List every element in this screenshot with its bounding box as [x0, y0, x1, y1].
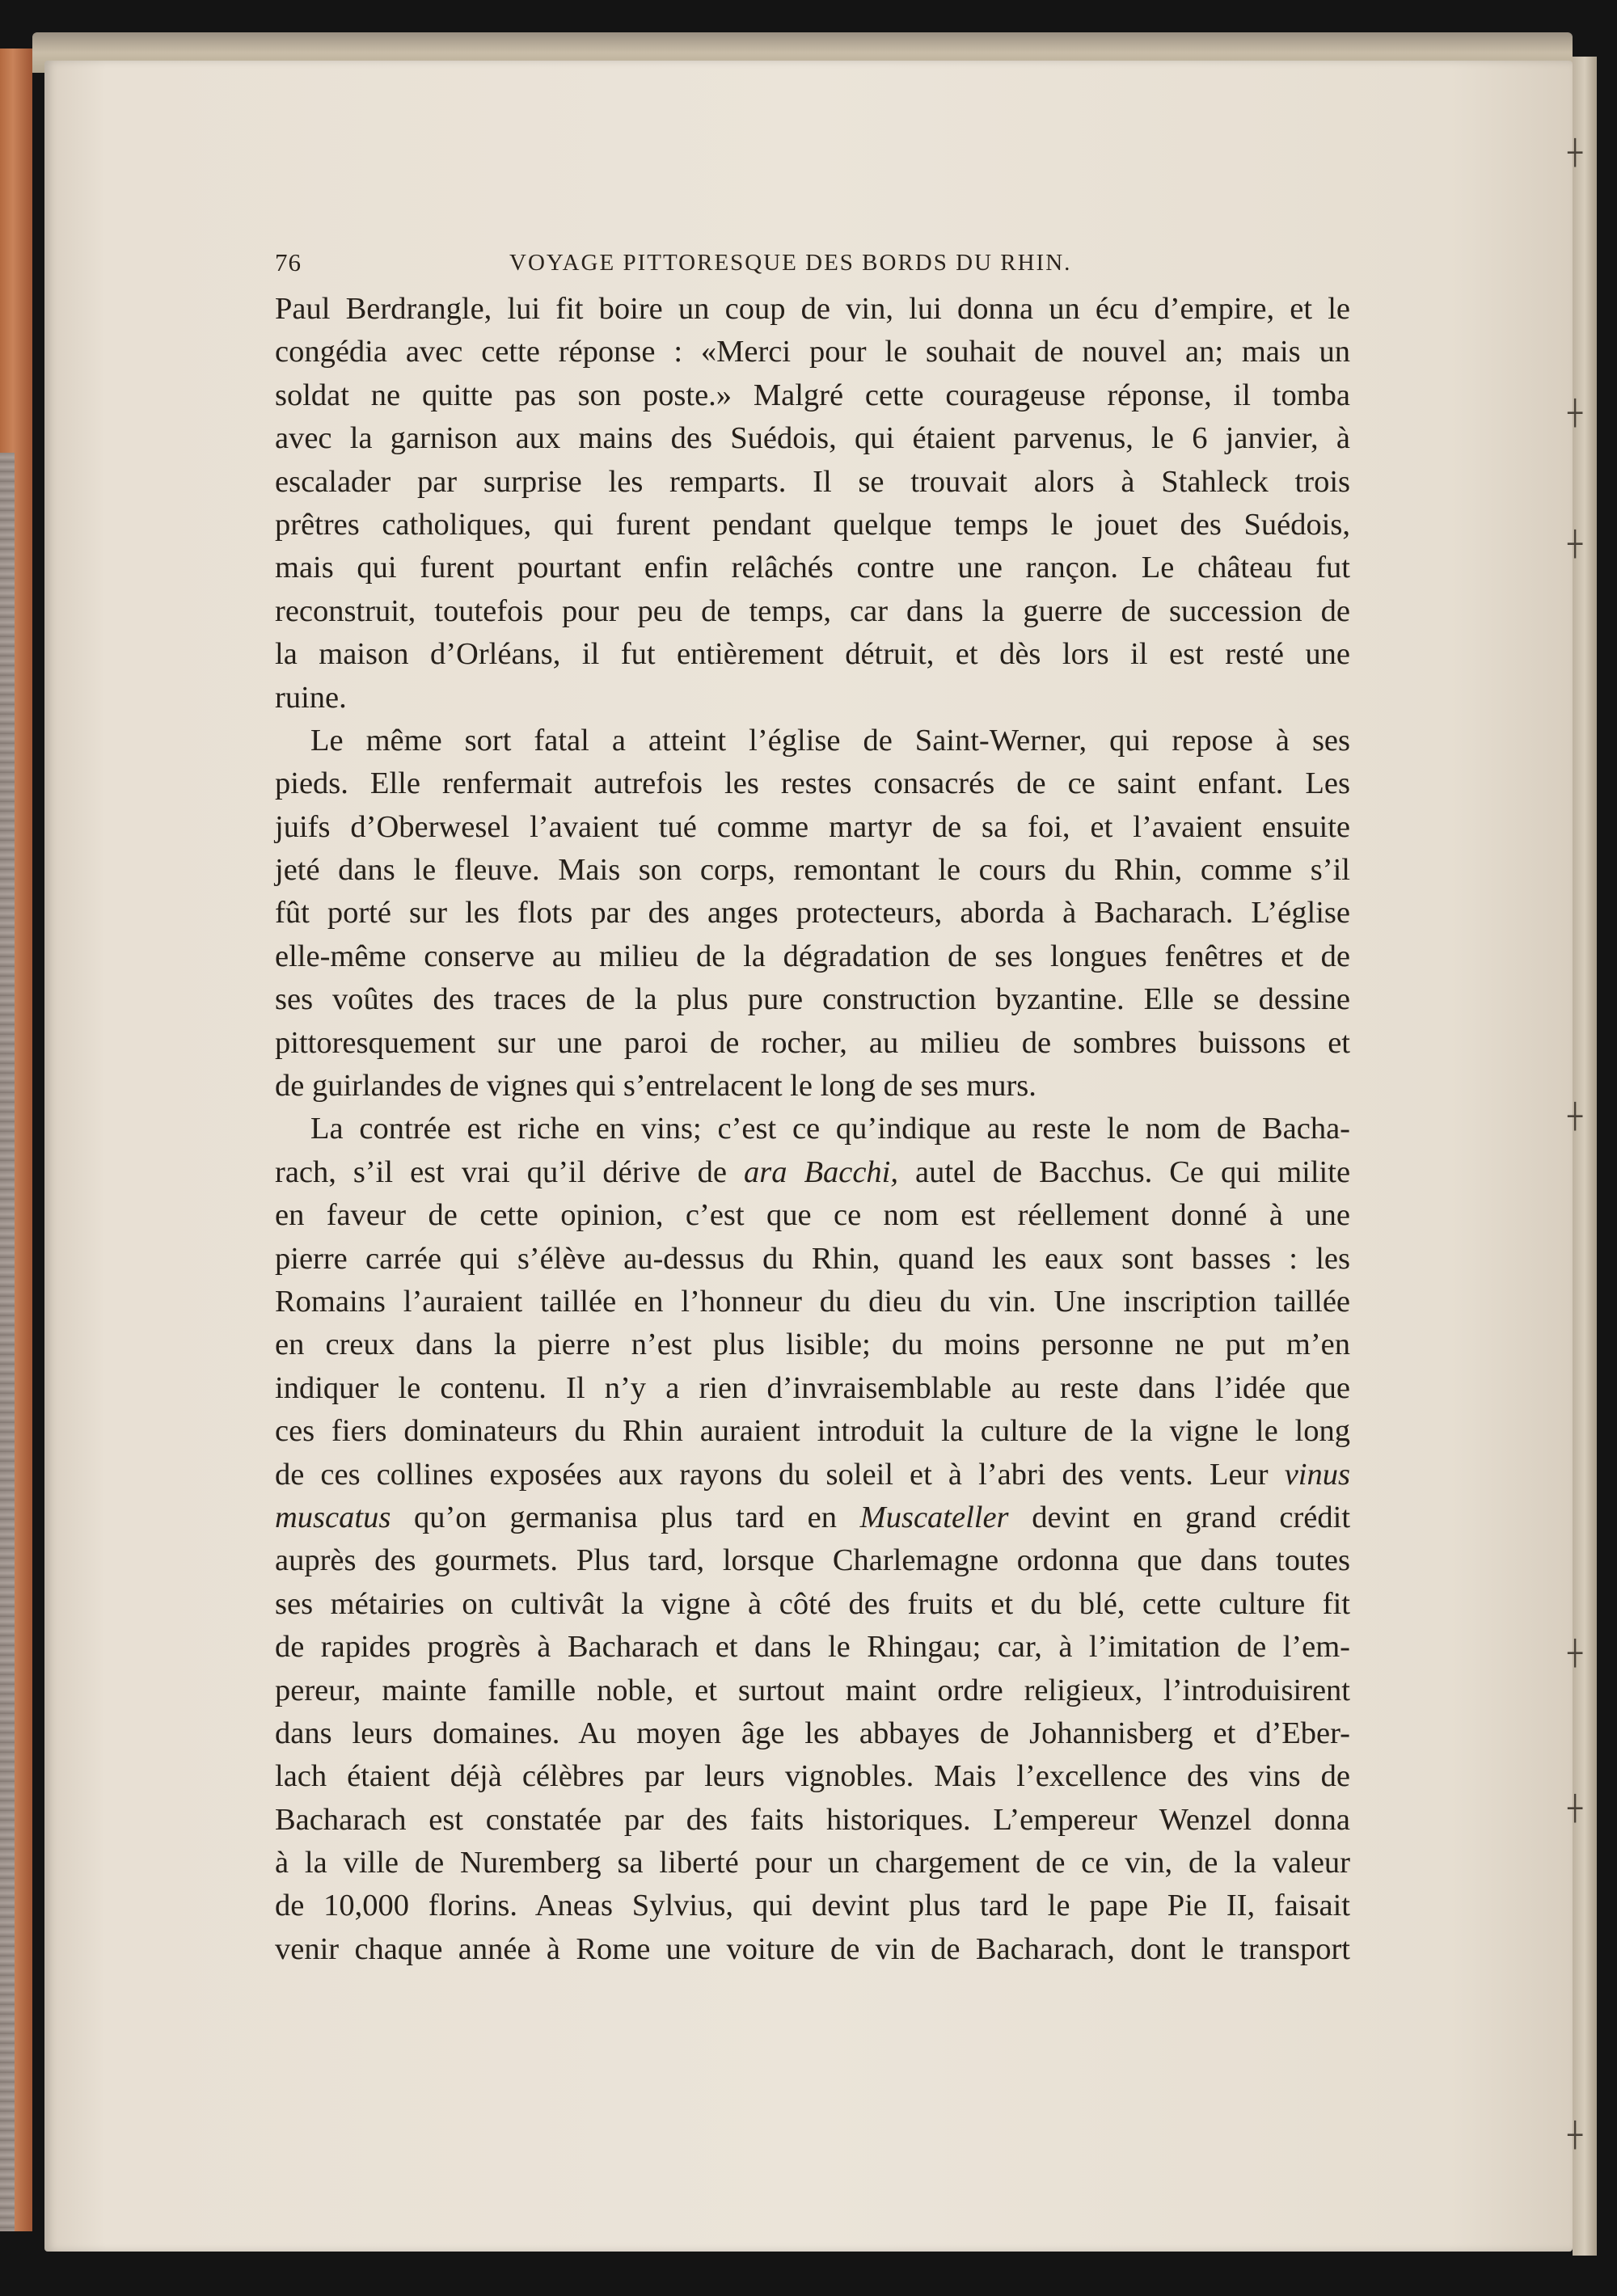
paragraph: [275, 288, 1350, 720]
text-line: ces fiers dominateurs du Rhin auraient introduit la culture de la vigne le long: [275, 1414, 1350, 1449]
running-title: VOYAGE PITTORESQUE DES BORDS DU RHIN.: [509, 250, 1072, 276]
text-line: fût porté sur les flots par des anges protecteurs, aborda à Bacharach. L’église: [275, 896, 1350, 931]
italic-term: muscatus: [275, 1500, 391, 1534]
text-line: La contrée est riche en vins; c’est ce qu’indique au reste le nom de Bacha-: [310, 1112, 1350, 1146]
text-line: en faveur de cette opinion, c’est que ce nom est réellement donné à une: [275, 1198, 1350, 1233]
text-line: lach étaient déjà célèbres par leurs vignobles. Mais l’excellence des vins de: [275, 1759, 1350, 1794]
italic-term: vinus: [1284, 1457, 1350, 1492]
text-line: de 10,000 florins. Aneas Sylvius, qui devint plus tard le pape Pie II, faisait: [275, 1889, 1350, 1923]
text-line: Romains l’auraient taillée en l’honneur du dieu du vin. Une inscription taillée: [275, 1284, 1350, 1319]
text-line: avec la garnison aux mains des Suédois, qui étaient parvenus, le 6 janvier, à: [275, 421, 1350, 456]
text-line: auprès des gourmets. Plus tard, lorsque Charlemagne ordonna que dans toutes: [275, 1543, 1350, 1578]
thread-tick-icon: ┼: [1567, 2121, 1583, 2150]
text-line: la maison d’Orléans, il fut entièrement détruit, et dès lors il est resté une: [275, 637, 1350, 672]
italic-term: Muscateller: [859, 1500, 1009, 1534]
book-binding-edge: [0, 453, 15, 2231]
text-line: juifs d’Oberwesel l’avaient tué comme martyr de sa foi, et l’avaient ensuite: [275, 809, 1350, 844]
thread-tick-icon: ┼: [1567, 1103, 1583, 1131]
text-line: pittoresquement sur une paroi de rocher, au milieu de sombres buissons et: [275, 1025, 1350, 1060]
text-line: pieds. Elle renfermait autrefois les restes consacrés de ce saint enfant. Les: [275, 766, 1350, 801]
text-line: dans leurs domaines. Au moyen âge les abbayes de Johannisberg et d’Eber-: [275, 1716, 1350, 1750]
text-run: devint en grand crédit: [1032, 1500, 1351, 1534]
text-line: pereur, mainte famille noble, et surtout maint ordre religieux, l’introduisirent: [275, 1673, 1350, 1707]
text-line: prêtres catholiques, qui furent pendant quelque temps le jouet des Suédois,: [275, 507, 1350, 542]
italic-term: ara Bacchi,: [743, 1154, 898, 1189]
text-line: à la ville de Nuremberg sa liberté pour un chargement de ce vin, de la valeur: [275, 1846, 1350, 1880]
text-line-with-italic: [275, 1151, 1350, 1194]
text-line: elle-même conserve au milieu de la dégradation de ses longues fenêtres et de: [275, 939, 1350, 973]
text-line: escalader par surprise les remparts. Il se trouvait alors à Stahleck trois: [275, 464, 1350, 499]
text-line: pierre carrée qui s’élève au-dessus du Rhin, quand les eaux sont basses : les: [275, 1241, 1350, 1276]
text-line: ses métairies on cultivât la vigne à côté des fruits et du blé, cette culture fit: [275, 1586, 1350, 1621]
text-line: ruine.: [275, 680, 347, 715]
text-run: qu’on germanisa plus tard en: [413, 1500, 837, 1534]
thread-tick-icon: ┼: [1567, 1640, 1583, 1668]
text-line-with-italic: [275, 1496, 1350, 1539]
page-stack-right-edge: [1573, 57, 1597, 2256]
text-line: reconstruit, toutefois pour peu de temps, car dans la guerre de succession de: [275, 593, 1350, 628]
text-line: en creux dans la pierre n’est plus lisible; du moins personne ne put m’en: [275, 1327, 1350, 1362]
text-run: autel de Bacchus. Ce qui milite: [915, 1154, 1351, 1189]
text-line: congédia avec cette réponse : «Merci pour le souhait de nouvel an; mais un: [275, 335, 1350, 369]
running-header: [275, 248, 1350, 285]
page-number: 76: [275, 248, 302, 276]
text-line: venir chaque année à Rome une voiture de vin de Bacharach, dont le transport: [275, 1931, 1350, 1966]
paragraph: [275, 720, 1350, 1108]
text-line: Bacharach est constatée par des faits historiques. L’empereur Wenzel donna: [275, 1802, 1350, 1837]
text-line-with-italic: [275, 1454, 1350, 1496]
text-line: ses voûtes des traces de la plus pure construction byzantine. Elle se dessine: [275, 982, 1350, 1017]
thread-tick-icon: ┼: [1567, 1795, 1583, 1823]
text-line: indiquer le contenu. Il n’y a rien d’invraisemblable au reste dans l’idée que: [275, 1370, 1350, 1405]
text-line: mais qui furent pourtant enfin relâchés contre une rançon. Le château fut: [275, 551, 1350, 585]
body-text: [275, 288, 1350, 1971]
thread-tick-icon: ┼: [1567, 399, 1583, 428]
paragraph: [275, 1108, 1350, 1971]
text-run: rach, s’il est vrai qu’il dérive de: [275, 1154, 727, 1189]
text-line: de guirlandes de vignes qui s’entrelacent le long de ses murs.: [275, 1069, 1036, 1104]
text-line: Paul Berdrangle, lui fit boire un coup de vin, lui donna un écu d’empire, et le: [275, 292, 1350, 326]
text-run: de ces collines exposées aux rayons du soleil et à l’abri des vents. Leur: [275, 1457, 1269, 1492]
text-line: Le même sort fatal a atteint l’église de Saint-Werner, qui repose à ses: [310, 723, 1350, 758]
thread-tick-icon: ┼: [1567, 139, 1583, 167]
thread-tick-icon: ┼: [1567, 530, 1583, 559]
text-line: de rapides progrès à Bacharach et dans le Rhingau; car, à l’imitation de l’em-: [275, 1630, 1350, 1665]
text-line: soldat ne quitte pas son poste.» Malgré cette courageuse réponse, il tomba: [275, 378, 1350, 412]
text-line: jeté dans le fleuve. Mais son corps, remontant le cours du Rhin, comme s’il: [275, 853, 1350, 888]
